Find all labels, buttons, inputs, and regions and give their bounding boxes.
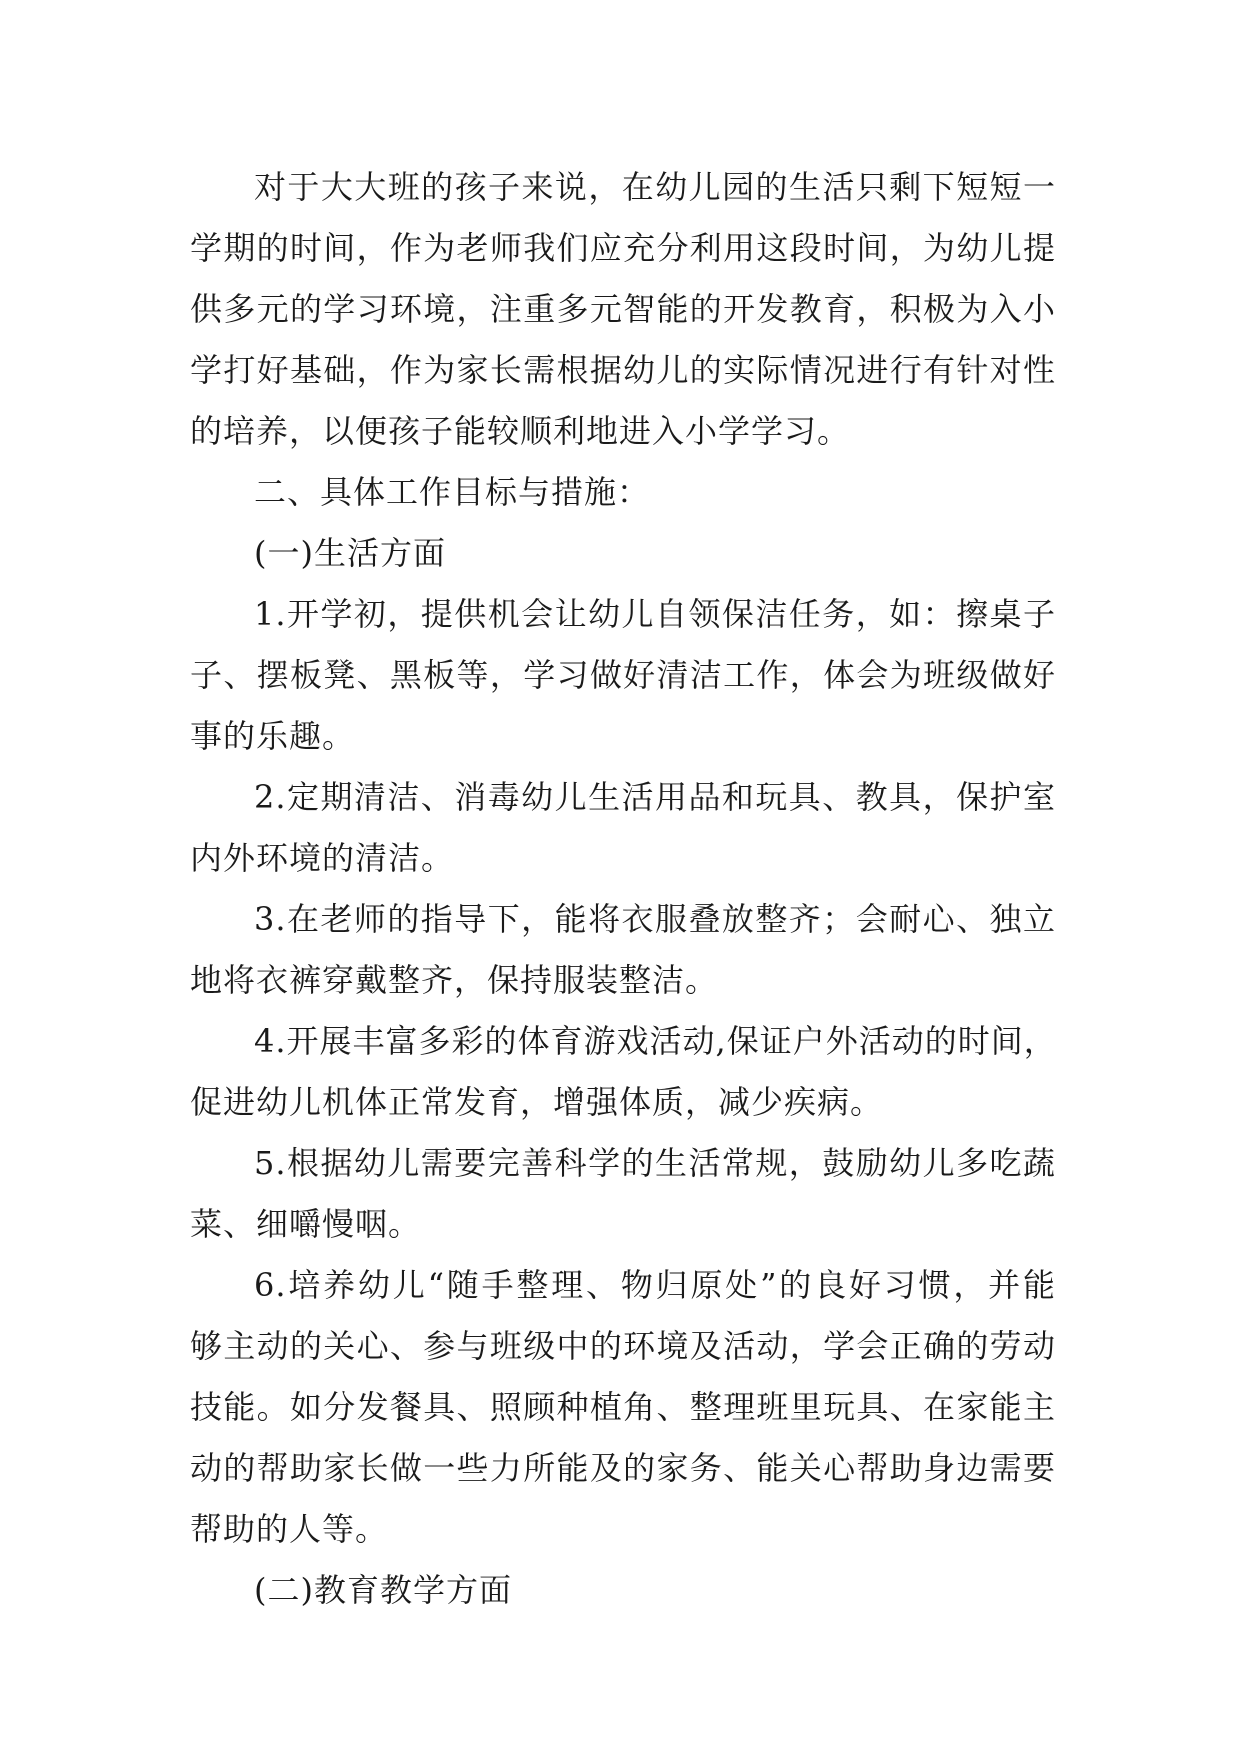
list-item-line: 促进幼儿机体正常发育，增强体质，减少疾病。 xyxy=(190,1083,884,1121)
list-item-line: 够主动的关心、参与班级中的环境及活动，学会正确的劳动 xyxy=(190,1327,1056,1365)
subsection-heading: (一)生活方面 xyxy=(254,534,446,572)
list-item-line: 帮助的人等。 xyxy=(190,1510,389,1548)
list-item-line: 菜、细嚼慢咽。 xyxy=(190,1205,422,1243)
list-item-line: 3.在老师的指导下，能将衣服叠放整齐；会耐心、独立 xyxy=(254,900,1056,938)
list-item-line: 内外环境的清洁。 xyxy=(190,839,455,877)
paragraph-line: 学打好基础，作为家长需根据幼儿的实际情况进行有针对性 xyxy=(190,351,1056,389)
list-item-line: 4.开展丰富多彩的体育游戏活动,保证户外活动的时间， xyxy=(254,1022,1057,1060)
list-item-line: 地将衣裤穿戴整齐，保持服装整洁。 xyxy=(190,961,719,999)
list-item-line: 技能。如分发餐具、照顾种植角、整理班里玩具、在家能主 xyxy=(190,1388,1056,1426)
document-body xyxy=(190,157,1056,1621)
paragraph-line: 学期的时间，作为老师我们应充分利用这段时间，为幼儿提 xyxy=(190,229,1056,267)
list-item-line: 1.开学初，提供机会让幼儿自领保洁任务，如：擦桌子 xyxy=(254,595,1056,633)
list-item-line: 动的帮助家长做一些力所能及的家务、能关心帮助身边需要 xyxy=(190,1449,1056,1487)
paragraph-line: 的培养，以便孩子能较顺利地进入小学学习。 xyxy=(190,412,851,450)
list-item-line: 5.根据幼儿需要完善科学的生活常规，鼓励幼儿多吃蔬 xyxy=(254,1144,1056,1182)
list-item-line: 2.定期清洁、消毒幼儿生活用品和玩具、教具，保护室 xyxy=(254,778,1056,816)
subsection-heading: (二)教育教学方面 xyxy=(254,1571,512,1609)
list-item-line: 事的乐趣。 xyxy=(190,717,356,755)
paragraph-line: 供多元的学习环境，注重多元智能的开发教育，积极为入小 xyxy=(190,290,1056,328)
section-heading: 二、具体工作目标与措施： xyxy=(254,473,651,511)
list-item-line: 6.培养幼儿“随手整理、物归原处”的良好习惯，并能 xyxy=(254,1266,1056,1304)
paragraph-line: 对于大大班的孩子来说，在幼儿园的生活只剩下短短一 xyxy=(254,168,1056,206)
list-item-line: 子、摆板凳、黑板等，学习做好清洁工作，体会为班级做好 xyxy=(190,656,1056,694)
